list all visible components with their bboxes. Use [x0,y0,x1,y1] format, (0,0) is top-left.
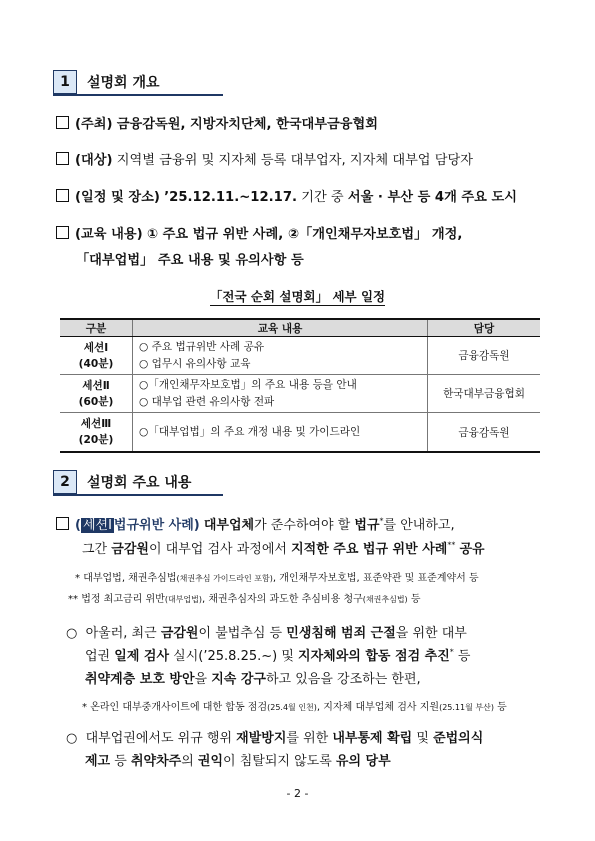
paragraph-3-line-1: ○ 대부업권에서도 위규 행위 재발방지를 위한 내부통제 확립 및 준법의식 [66,731,484,746]
section-number: 1 [53,70,77,94]
table-title: 「전국 순회 설명회」 세부 일정 [209,289,386,304]
section-underline [53,94,223,96]
section-underline [53,494,223,496]
paragraph-2-line-2: 업권 일제 검사 실시(’25.8.25.~) 및 지자체와의 합동 점검 추진* 등 [85,647,471,664]
paragraph-2-line-1: ○ 아울러, 최근 금감원이 불법추심 등 민생침해 범죄 근절을 위한 대부 [66,626,467,641]
section-title: 설명회 개요 [87,75,160,91]
footnote-1: * 대부업법, 채권추심법(채권추심 가이드라인 포함), 개인채무자보호법, 표준약관 및 표준계약서 등 [75,573,479,584]
table-header: 교육 내용 [133,319,428,337]
session-cell: 세션Ⅲ (20분) [60,413,133,453]
item-schedule: (일정 및 장소) ’25.12.11.~12.17. 기간 중 서울 · 부산 등 4개 주요 도시 [56,189,517,206]
item-content: (교육 내용) ① 주요 법규 위반 사례, ②「개인채무자보호법」 개정, [56,226,462,243]
owner-cell: 금융감독원 [428,413,541,453]
schedule-table [60,318,540,453]
item-content-line2: 「대부업법」 주요 내용 및 유의사항 등 [76,253,304,268]
content-cell: ○ 주요 법규위반 사례 공유 ○ 업무시 유의사항 교육 [133,337,428,375]
owner-cell: 한국대부금융협회 [428,375,541,413]
table-row [60,337,540,375]
item-host: (주최) 금융감독원, 지방자치단체, 한국대부금융협회 [56,116,378,133]
checkbox-square-icon [56,226,69,239]
checkbox-square-icon [56,116,69,129]
table-header: 구분 [60,319,133,337]
bullet-circle-icon: ○ [66,626,78,641]
paragraph-1-line-2: 그간 금감원이 대부업 검사 과정에서 지적한 주요 법규 위반 사례** 공유 [82,540,485,557]
item-target: (대상) 지역별 금융위 및 지자체 등록 대부업자, 지자체 대부업 담당자 [56,152,473,169]
section-title: 설명회 주요 내용 [87,475,192,491]
section-1-header [53,70,223,94]
content-cell: ○「대부업법」의 주요 개정 내용 및 가이드라인 [133,413,428,453]
footnote-3: * 온라인 대부중개사이트에 대한 합동 점검(25.4월 인천), 지자체 대부업체 검사 지원(25.11월 부산) 등 [82,702,507,713]
checkbox-square-icon [56,189,69,202]
paragraph-3-line-2: 제고 등 취약차주의 권익이 침탈되지 않도록 유의 당부 [85,754,391,769]
checkbox-square-icon [56,152,69,165]
checkbox-square-icon [56,517,69,530]
table-row [60,375,540,413]
paragraph-1-line-1: ( 세션Ⅰ 법규위반 사례) 대부업체가 준수하여야 할 법규*를 안내하고, [56,514,455,533]
page-number: - 2 - [286,787,309,800]
paragraph-2-line-3: 취약계층 보호 방안을 지속 강구하고 있음을 강조하는 한편, [85,672,421,687]
session-cell: 세션Ⅱ (60분) [60,375,133,413]
owner-cell: 금융감독원 [428,337,541,375]
table-header: 담당 [428,319,541,337]
session-cell: 세션Ⅰ (40분) [60,337,133,375]
table-row [60,413,540,453]
footnote-2: ** 법정 최고금리 위반(대부업법), 채권추심자의 과도한 추심비용 청구(채권추심법) 등 [68,594,421,605]
session-tag: 세션Ⅰ [82,518,112,533]
content-cell: ○「개인채무자보호법」의 주요 내용 등을 안내 ○ 대부업 관련 유의사항 전파 [133,375,428,413]
section-number: 2 [53,470,77,494]
section-2-header [53,470,223,494]
bullet-circle-icon: ○ [66,731,78,746]
